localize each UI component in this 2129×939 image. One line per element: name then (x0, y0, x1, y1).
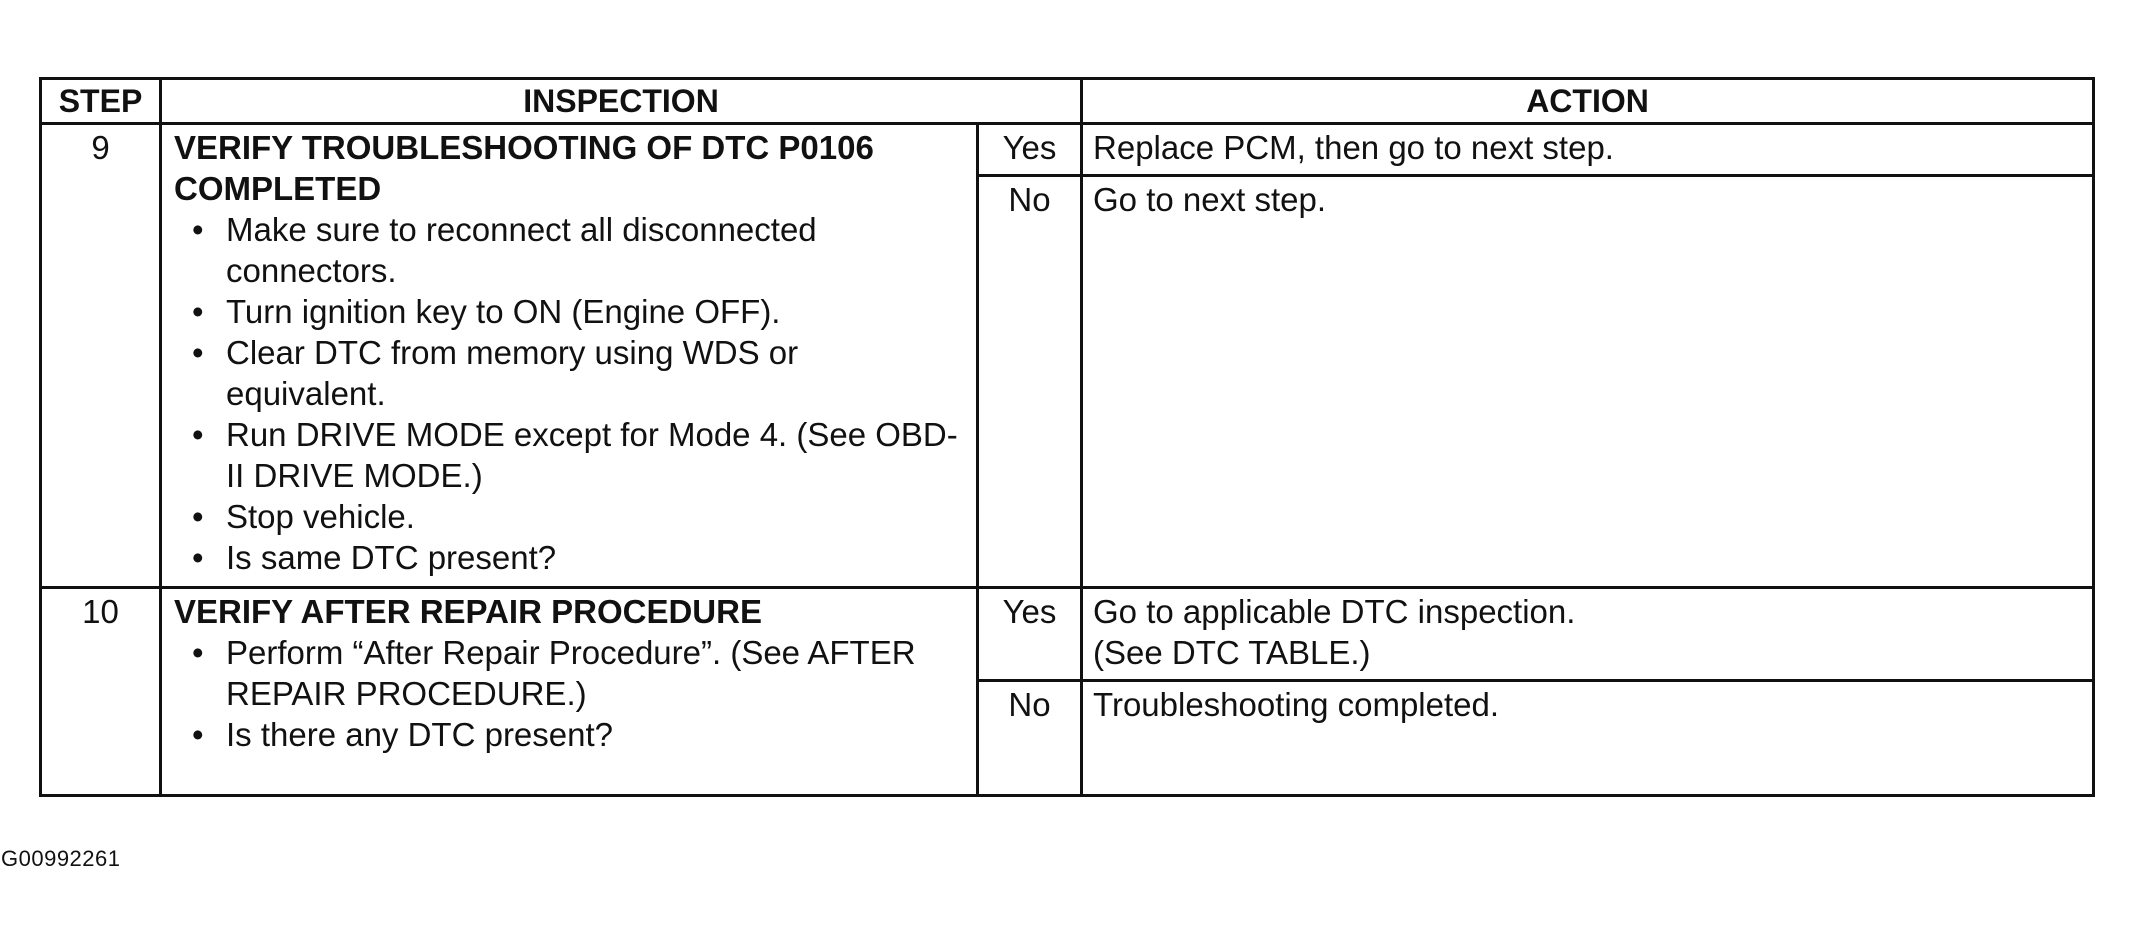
figure-id: G00992261 (1, 846, 121, 871)
list-item (188, 414, 966, 496)
list-item-text: Is there any DTC present? (226, 716, 614, 753)
step-number: 9 (41, 124, 161, 588)
list-item-text: Make sure to reconnect all disconnected connectors. (226, 211, 817, 289)
bullet-icon: • (192, 416, 204, 453)
list-item-text: Run DRIVE MODE except for Mode 4. (See OBD-II DRIVE MODE.) (226, 416, 958, 494)
list-item-text: Is same DTC present? (226, 539, 557, 576)
no-action: Troubleshooting completed. (1082, 681, 2094, 796)
bullet-icon: • (192, 539, 204, 576)
bullet-icon: • (192, 716, 204, 753)
yes-label: Yes (978, 124, 1082, 176)
list-item-text: Turn ignition key to ON (Engine OFF). (226, 293, 781, 330)
table-header-row (41, 79, 2094, 124)
no-label: No (978, 681, 1082, 796)
list-item (188, 537, 966, 578)
bullet-icon: • (192, 211, 204, 248)
list-item (188, 714, 966, 755)
yes-label: Yes (978, 588, 1082, 681)
list-item-text: Perform “After Repair Procedure”. (See AFTER REPAIR PROCEDURE.) (226, 634, 916, 712)
header-step: STEP (41, 79, 161, 124)
table-row (41, 588, 2094, 681)
bullet-icon: • (192, 498, 204, 535)
inspection-title: VERIFY AFTER REPAIR PROCEDURE (174, 593, 762, 630)
no-action: Go to next step. (1082, 176, 2094, 588)
dtc-inspection-table (39, 77, 2095, 797)
list-item (188, 291, 966, 332)
list-item (188, 332, 966, 414)
inspection-cell (161, 124, 978, 588)
inspection-title: VERIFY TROUBLESHOOTING OF DTC P0106 (174, 129, 874, 166)
bullet-icon: • (192, 334, 204, 371)
yes-action-line: (See DTC TABLE.) (1093, 634, 1371, 671)
inspection-checklist (174, 209, 966, 578)
list-item-text: Clear DTC from memory using WDS or equivalent. (226, 334, 799, 412)
step-number: 10 (41, 588, 161, 796)
no-label: No (978, 176, 1082, 588)
inspection-cell (161, 588, 978, 796)
list-item (188, 632, 966, 714)
yes-action-line: Go to applicable DTC inspection. (1093, 593, 1576, 630)
header-action: ACTION (1082, 79, 2094, 124)
yes-action: Replace PCM, then go to next step. (1082, 124, 2094, 176)
inspection-checklist (174, 632, 966, 755)
list-item (188, 496, 966, 537)
header-inspection: INSPECTION (161, 79, 1082, 124)
bullet-icon: • (192, 634, 204, 671)
yes-action (1082, 588, 2094, 681)
inspection-title-continued: COMPLETED (174, 170, 382, 207)
list-item (188, 209, 966, 291)
bullet-icon: • (192, 293, 204, 330)
table-row (41, 124, 2094, 176)
list-item-text: Stop vehicle. (226, 498, 415, 535)
